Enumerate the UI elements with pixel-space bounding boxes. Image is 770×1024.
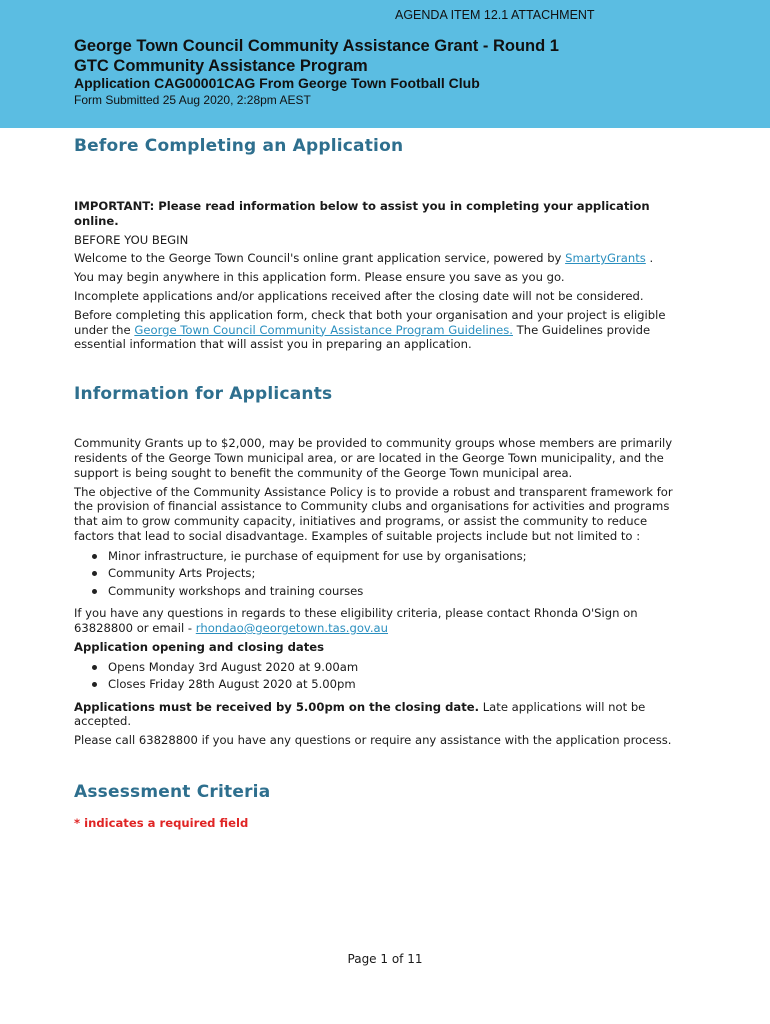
deadline-bold: Applications must be received by 5.00pm on the closing date. bbox=[74, 699, 480, 714]
bullet-icon bbox=[92, 589, 97, 594]
bullet-icon bbox=[92, 665, 97, 670]
list-item: Community Arts Projects; bbox=[108, 565, 674, 583]
list-item: Minor infrastructure, ie purchase of equipment for use by organisations; bbox=[108, 548, 674, 566]
list-item: Community workshops and training courses bbox=[108, 583, 674, 601]
grant-title: George Town Council Community Assistance Grant - Round 1 bbox=[74, 37, 559, 55]
section-heading-before-completing: Before Completing an Application bbox=[74, 136, 404, 156]
contact-text: If you have any questions in regards to these eligibility criteria, please contact Rhonda O'Sign on 63828800 or email - bbox=[74, 606, 638, 636]
before-you-begin: BEFORE YOU BEGIN bbox=[74, 232, 189, 247]
list-item: Closes Friday 28th August 2020 at 5.00pm bbox=[108, 676, 674, 694]
eligibility-paragraph bbox=[74, 308, 674, 352]
welcome-end: . bbox=[649, 251, 654, 266]
program-title: GTC Community Assistance Program bbox=[74, 57, 368, 75]
form-content bbox=[74, 136, 674, 835]
contact-email-link[interactable]: rhondao@georgetown.tas.gov.au bbox=[195, 621, 389, 636]
page-number: Page 1 of 11 bbox=[347, 952, 423, 966]
section-heading-assessment: Assessment Criteria bbox=[74, 782, 271, 803]
smartygrants-link[interactable]: SmartyGrants bbox=[565, 251, 646, 266]
application-id: Application CAG00001CAG From George Town Football Club bbox=[74, 75, 480, 91]
grants-paragraph: Community Grants up to $2,000, may be provided to community groups whose members are primarily residents of the George Town municipal area, or are located in the George Town municipality, and the support is being sought to benefit the community of the George Town municipal area. bbox=[74, 436, 673, 480]
dates-list bbox=[74, 659, 674, 694]
agenda-label: AGENDA ITEM 12.1 ATTACHMENT bbox=[395, 8, 595, 22]
list-item: Opens Monday 3rd August 2020 at 9.00am bbox=[108, 659, 674, 677]
important-notice: IMPORTANT: Please read information below to assist you in completing your application online. bbox=[74, 199, 650, 228]
page-header bbox=[0, 0, 770, 128]
welcome-paragraph bbox=[74, 251, 674, 266]
incomplete-text: Incomplete applications and/or applications received after the closing date will not be considered. bbox=[74, 288, 644, 303]
contact-paragraph bbox=[74, 606, 674, 636]
required-field-note: * indicates a required field bbox=[74, 816, 249, 831]
deadline-paragraph bbox=[74, 700, 674, 730]
begin-anywhere-text: You may begin anywhere in this application form. Please ensure you save as you go. bbox=[74, 270, 565, 285]
section-heading-information: Information for Applicants bbox=[74, 384, 333, 405]
welcome-text: Welcome to the George Town Council's online grant application service, powered by bbox=[74, 251, 562, 266]
bullet-icon bbox=[92, 571, 97, 576]
deadline-rest: Late applications will not be accepted. bbox=[74, 699, 646, 729]
bullet-icon bbox=[92, 682, 97, 687]
call-paragraph: Please call 63828800 if you have any questions or require any assistance with the application process. bbox=[74, 733, 672, 748]
examples-list bbox=[74, 548, 674, 601]
check-text: Before completing this application form, check that both your organisation and your project is eligible under the bbox=[74, 307, 666, 337]
objective-paragraph: The objective of the Community Assistance Policy is to provide a robust and transparent framework for the provision of financial assistance to Community clubs and organisations for activities and programs that aim to grow community capacity, initiatives and programs, or assist the community to reduce factors that lead to social disadvantage. Examples of suitable projects include but not limited to : bbox=[74, 484, 673, 543]
bullet-icon bbox=[92, 554, 97, 559]
dates-heading: Application opening and closing dates bbox=[74, 639, 325, 654]
submission-date: Form Submitted 25 Aug 2020, 2:28pm AEST bbox=[74, 93, 311, 107]
guidelines-link[interactable]: George Town Council Community Assistance Program Guidelines. bbox=[134, 322, 513, 337]
check-end: The Guidelines provide essential information that will assist you in preparing an application. bbox=[74, 322, 651, 352]
